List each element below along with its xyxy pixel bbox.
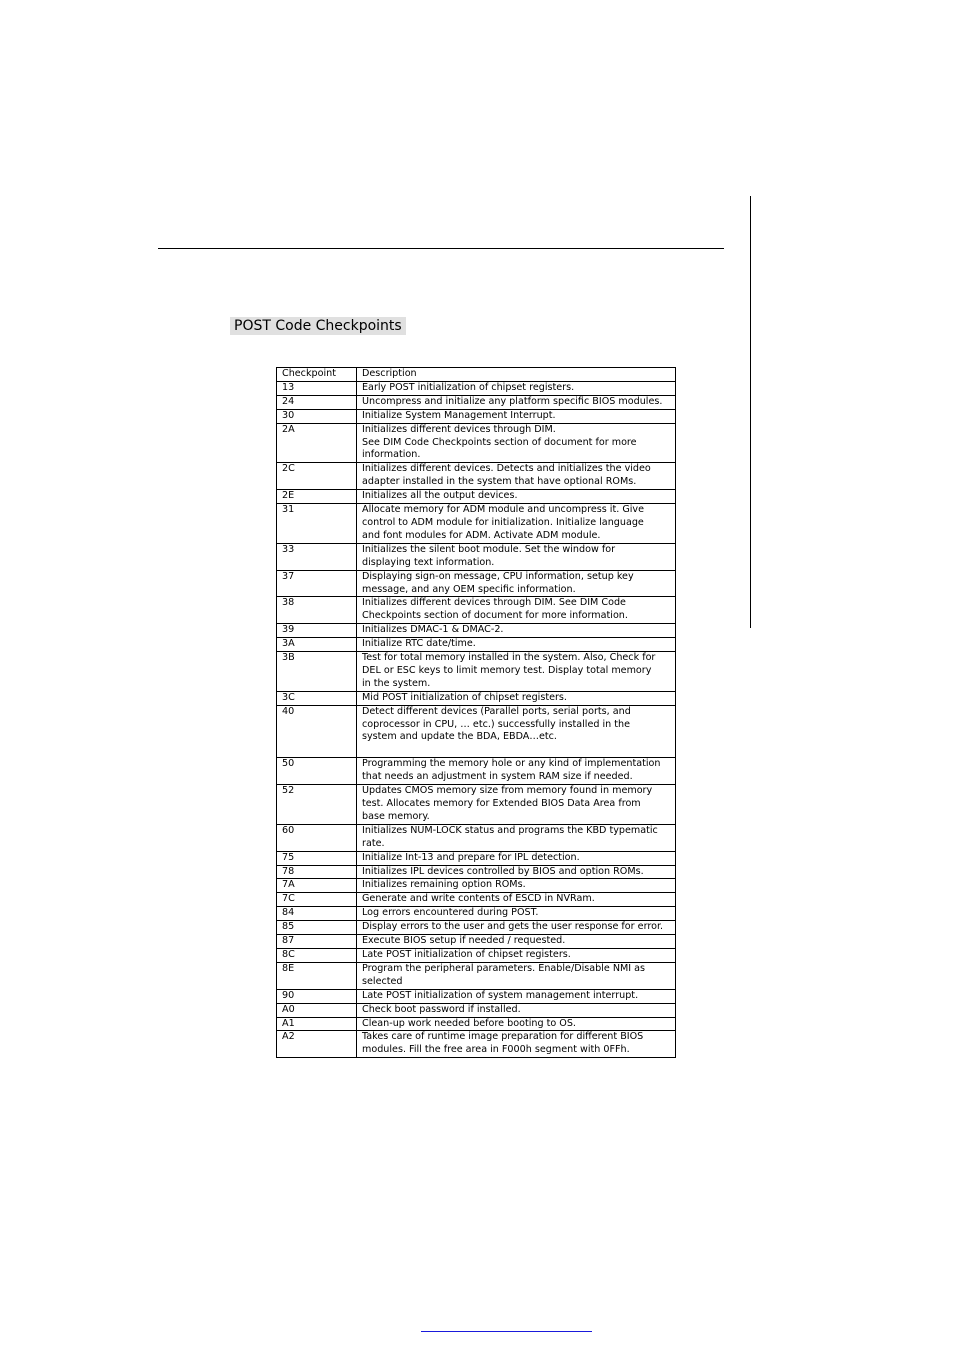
- description-line: Programming the memory hole or any kind of implementation: [362, 758, 661, 770]
- description-line: Initializes all the output devices.: [362, 490, 518, 502]
- header-checkpoint: Checkpoint: [277, 368, 357, 382]
- table-row: [277, 948, 676, 962]
- table-row: [277, 758, 676, 785]
- table-row: [277, 543, 676, 570]
- table-row: [277, 423, 676, 463]
- checkpoint-description: [357, 921, 676, 935]
- description-line: Check boot password if installed.: [362, 1003, 521, 1015]
- description-line: control to ADM module for initialization. Initialize language: [362, 516, 644, 528]
- checkpoint-description: [357, 907, 676, 921]
- table-row: [277, 570, 676, 597]
- description-line: Program the peripheral parameters. Enable/Disable NMI as: [362, 962, 646, 974]
- description-line: system and update the BDA, EBDA…etc.: [362, 731, 557, 743]
- description-line: Detect different devices (Parallel ports, serial ports, and: [362, 705, 631, 717]
- checkpoint-code: 33: [277, 543, 357, 570]
- description-line: Late POST initialization of chipset registers.: [362, 948, 571, 960]
- description-line: message, and any OEM specific information.: [362, 583, 576, 595]
- checkpoint-description: [357, 758, 676, 785]
- description-line: Early POST initialization of chipset registers.: [362, 381, 575, 393]
- table-row: [277, 504, 676, 544]
- checkpoint-code: 2A: [277, 423, 357, 463]
- checkpoint-code: 38: [277, 597, 357, 624]
- checkpoint-code: A1: [277, 1017, 357, 1031]
- checkpoint-description: [357, 893, 676, 907]
- description-line: Initializes the silent boot module. Set the window for: [362, 543, 616, 555]
- description-line: Execute BIOS setup if needed / requested.: [362, 935, 566, 947]
- checkpoint-code: 24: [277, 395, 357, 409]
- description-line: adapter installed in the system that have optional ROMs.: [362, 476, 637, 488]
- table-row: [277, 652, 676, 692]
- checkpoint-code: 2C: [277, 463, 357, 490]
- checkpoint-description: [357, 638, 676, 652]
- description-line: Takes care of runtime image preparation for different BIOS: [362, 1031, 644, 1043]
- checkpoint-code: 52: [277, 785, 357, 825]
- table-row: [277, 490, 676, 504]
- description-line: Displaying sign-on message, CPU information, setup key: [362, 570, 634, 582]
- checkpoint-code: 85: [277, 921, 357, 935]
- checkpoint-code: 31: [277, 504, 357, 544]
- post-code-table: [276, 367, 676, 1058]
- checkpoint-code: 7C: [277, 893, 357, 907]
- checkpoint-code: 87: [277, 935, 357, 949]
- description-line: See DIM Code Checkpoints section of document for more: [362, 436, 637, 448]
- footer-link[interactable]: [421, 1331, 592, 1332]
- table-row: [277, 381, 676, 395]
- checkpoint-description: [357, 423, 676, 463]
- description-line: modules. Fill the free area in F000h segment with 0FFh.: [362, 1044, 630, 1056]
- description-line: Checkpoints section of document for more information.: [362, 610, 628, 622]
- checkpoint-description: [357, 504, 676, 544]
- description-line: Initializes different devices. Detects and initializes the video: [362, 463, 651, 475]
- checkpoint-code: 8E: [277, 962, 357, 989]
- description-line: Updates CMOS memory size from memory found in memory: [362, 785, 653, 797]
- table-row: [277, 879, 676, 893]
- description-line: Initializes different devices through DIM.: [362, 423, 556, 435]
- checkpoint-description: [357, 989, 676, 1003]
- table-row: [277, 705, 676, 758]
- checkpoint-description: [357, 1031, 676, 1058]
- checkpoint-description: [357, 597, 676, 624]
- table-header-row: [277, 368, 676, 382]
- checkpoint-code: 39: [277, 624, 357, 638]
- description-line: displaying text information.: [362, 556, 495, 568]
- checkpoint-description: [357, 381, 676, 395]
- table-row: [277, 463, 676, 490]
- checkpoint-description: [357, 824, 676, 851]
- checkpoint-code: 90: [277, 989, 357, 1003]
- checkpoint-code: 40: [277, 705, 357, 758]
- checkpoint-description: [357, 1017, 676, 1031]
- checkpoint-code: 3A: [277, 638, 357, 652]
- description-line: Late POST initialization of system management interrupt.: [362, 989, 639, 1001]
- description-line: Initializes different devices through DIM. See DIM Code: [362, 597, 626, 609]
- section-title: POST Code Checkpoints: [230, 317, 406, 335]
- description-line: Display errors to the user and gets the user response for error.: [362, 921, 664, 933]
- table-row: [277, 1003, 676, 1017]
- checkpoint-code: 37: [277, 570, 357, 597]
- description-line: base memory.: [362, 810, 430, 822]
- description-line: Log errors encountered during POST.: [362, 907, 539, 919]
- description-line: DEL or ESC keys to limit memory test. Display total memory: [362, 664, 652, 676]
- checkpoint-code: 84: [277, 907, 357, 921]
- table-row: [277, 638, 676, 652]
- checkpoint-code: 30: [277, 409, 357, 423]
- description-line: coprocessor in CPU, … etc.) successfully installed in the: [362, 718, 631, 730]
- checkpoint-code: 8C: [277, 948, 357, 962]
- description-line: that needs an adjustment in system RAM size if needed.: [362, 771, 633, 783]
- checkpoint-description: [357, 705, 676, 758]
- checkpoint-code: 75: [277, 851, 357, 865]
- description-line: Initialize RTC date/time.: [362, 638, 476, 650]
- description-line: test. Allocates memory for Extended BIOS Data Area from: [362, 798, 641, 809]
- table-row: [277, 989, 676, 1003]
- description-line: Initializes remaining option ROMs.: [362, 879, 526, 891]
- checkpoint-description: [357, 652, 676, 692]
- table-row: [277, 691, 676, 705]
- description-line: Initializes IPL devices controlled by BIOS and option ROMs.: [362, 865, 644, 877]
- checkpoint-code: 50: [277, 758, 357, 785]
- checkpoint-code: 3C: [277, 691, 357, 705]
- description-line: Uncompress and initialize any platform specific BIOS modules.: [362, 395, 663, 407]
- checkpoint-description: [357, 851, 676, 865]
- table-row: [277, 1017, 676, 1031]
- description-line: Generate and write contents of ESCD in NVRam.: [362, 893, 595, 905]
- description-line: Clean-up work needed before booting to OS.: [362, 1017, 576, 1029]
- table-row: [277, 824, 676, 851]
- checkpoint-code: 13: [277, 381, 357, 395]
- table-row: [277, 597, 676, 624]
- description-line: and font modules for ADM. Activate ADM module.: [362, 529, 601, 541]
- checkpoint-description: [357, 962, 676, 989]
- checkpoint-description: [357, 395, 676, 409]
- checkpoint-description: [357, 879, 676, 893]
- checkpoint-description: [357, 785, 676, 825]
- checkpoint-description: [357, 490, 676, 504]
- checkpoint-description: [357, 463, 676, 490]
- table-row: [277, 921, 676, 935]
- description-line: Initialize Int-13 and prepare for IPL detection.: [362, 851, 580, 863]
- checkpoint-description: [357, 935, 676, 949]
- description-line: Initializes DMAC-1 & DMAC-2.: [362, 624, 504, 636]
- margin-rule: [750, 196, 751, 628]
- description-line: Allocate memory for ADM module and uncompress it. Give: [362, 504, 645, 516]
- checkpoint-code: A0: [277, 1003, 357, 1017]
- description-line: rate.: [362, 837, 385, 849]
- description-line: in the system.: [362, 677, 431, 689]
- description-line: information.: [362, 449, 421, 461]
- header-rule: [158, 248, 724, 249]
- checkpoint-description: [357, 624, 676, 638]
- description-line: Initializes NUM-LOCK status and programs the KBD typematic: [362, 824, 658, 836]
- checkpoint-code: 7A: [277, 879, 357, 893]
- checkpoint-code: 3B: [277, 652, 357, 692]
- checkpoint-code: 60: [277, 824, 357, 851]
- checkpoint-description: [357, 543, 676, 570]
- table-row: [277, 962, 676, 989]
- description-line: selected: [362, 975, 403, 987]
- checkpoint-code: A2: [277, 1031, 357, 1058]
- checkpoint-description: [357, 1003, 676, 1017]
- table-body: [277, 381, 676, 1057]
- table-row: [277, 851, 676, 865]
- header-description: Description: [357, 368, 676, 382]
- checkpoint-code: 78: [277, 865, 357, 879]
- checkpoint-description: [357, 948, 676, 962]
- table-row: [277, 624, 676, 638]
- table-row: [277, 893, 676, 907]
- table-row: [277, 907, 676, 921]
- checkpoint-code: 2E: [277, 490, 357, 504]
- table-row: [277, 395, 676, 409]
- checkpoint-description: [357, 409, 676, 423]
- checkpoint-description: [357, 691, 676, 705]
- description-line: Test for total memory installed in the system. Also, Check for: [362, 652, 656, 664]
- description-line: Mid POST initialization of chipset registers.: [362, 691, 567, 703]
- description-line: [362, 744, 673, 757]
- description-line: Initialize System Management Interrupt.: [362, 409, 556, 421]
- table-row: [277, 1031, 676, 1058]
- table-row: [277, 865, 676, 879]
- table-row: [277, 935, 676, 949]
- checkpoint-description: [357, 865, 676, 879]
- checkpoint-description: [357, 570, 676, 597]
- table-row: [277, 409, 676, 423]
- table-row: [277, 785, 676, 825]
